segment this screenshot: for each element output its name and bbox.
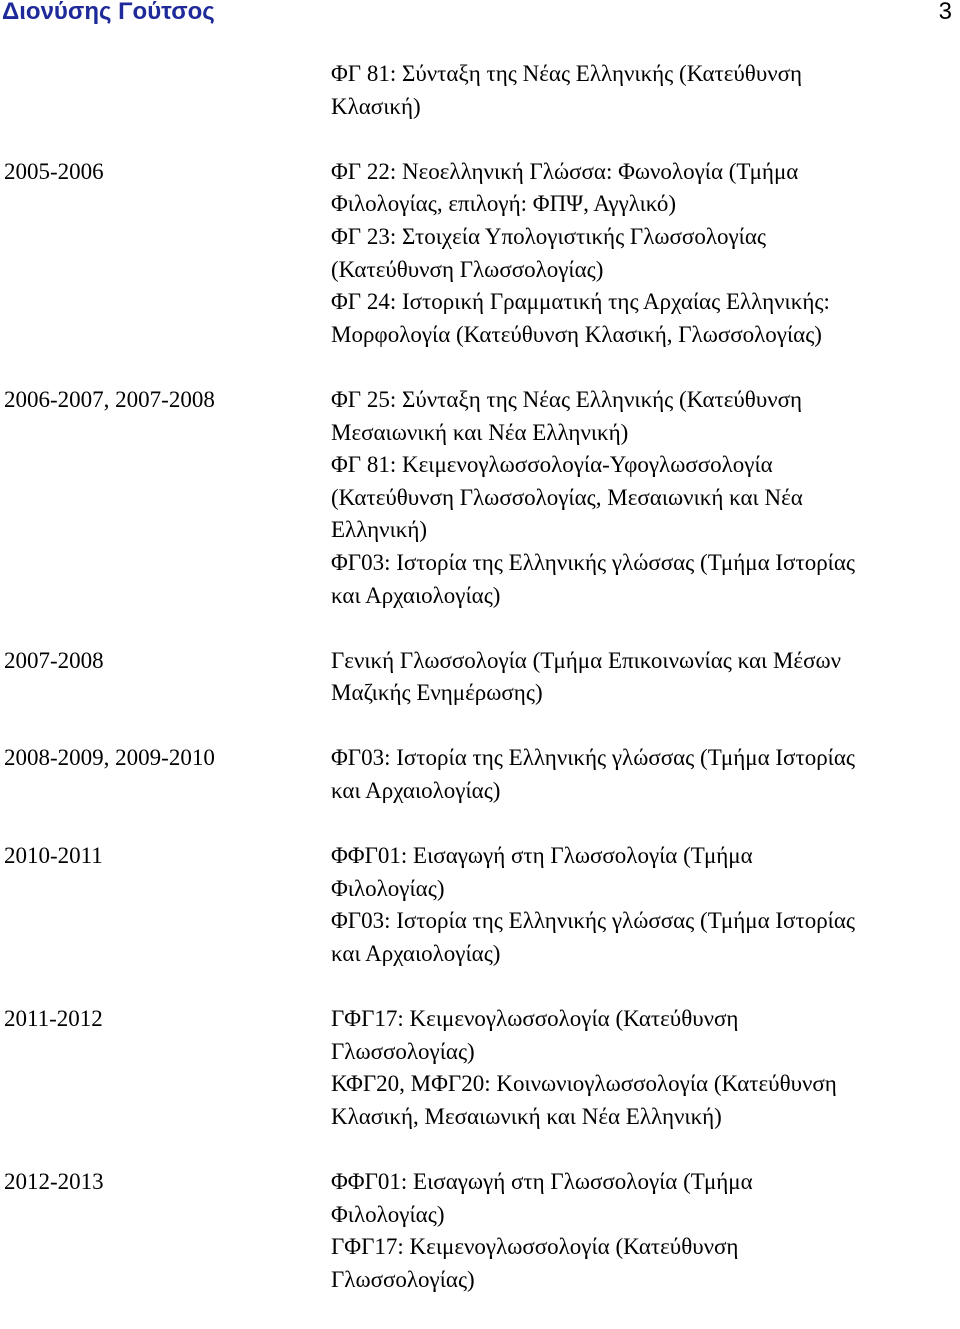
course-line: Γενική Γλωσσολογία (Τμήμα Επικοινωνίας και Μέσων	[331, 647, 842, 673]
course-line: ΦΓ 24: Ιστορική Γραμματική της Αρχαίας Ελληνικής:	[331, 289, 830, 315]
entry-courses	[331, 645, 960, 710]
course-line: (Κατεύθυνση Γλωσσολογίας)	[331, 256, 604, 282]
course-line: ΦΓ 81: Σύνταξη της Νέας Ελληνικής (Κατεύθυνση	[331, 61, 803, 86]
entry-row	[0, 156, 960, 352]
entry-years: 2005-2006	[4, 158, 104, 184]
course-line: Ελληνική)	[331, 517, 428, 543]
course-line: Μαζικής Ενημέρωσης)	[331, 680, 543, 706]
course-line: ΦΦΓ01: Εισαγωγή στη Γλωσσολογία (Τμήμα	[331, 1169, 753, 1195]
course-line: και Αρχαιολογίας)	[331, 778, 501, 804]
course-line: Φιλολογίας)	[331, 1201, 445, 1227]
entry-courses	[331, 1003, 960, 1133]
course-line: ΦΓ03: Ιστορία της Ελληνικής γλώσσας (Τμήμα Ιστορίας	[331, 549, 856, 575]
entry-row	[0, 58, 960, 123]
course-line: ΦΓ 25: Σύνταξη της Νέας Ελληνικής (Κατεύθυνση	[331, 386, 803, 412]
entry-courses	[331, 840, 960, 970]
entry-years: 2006-2007, 2007-2008	[4, 386, 215, 412]
header-author: Διονύσης Γούτσος	[2, 0, 215, 25]
course-line: Γλωσσολογίας)	[331, 1266, 475, 1292]
page-header	[0, 0, 960, 26]
page-number: 3	[938, 0, 952, 25]
course-line: Γλωσσολογίας)	[331, 1038, 475, 1064]
course-line: και Αρχαιολογίας)	[331, 941, 501, 967]
entry-row	[0, 742, 960, 807]
course-line: ΓΦΓ17: Κειμενογλωσσολογία (Κατεύθυνση	[331, 1006, 739, 1032]
entry-years: 2007-2008	[4, 647, 104, 673]
course-line: ΦΓ 81: Κειμενογλωσσολογία-Υφογλωσσολογία	[331, 452, 773, 478]
entry-row	[0, 840, 960, 970]
entry-courses	[331, 58, 960, 123]
entry-courses	[331, 156, 960, 352]
entry-row	[0, 384, 960, 612]
course-line: ΚΦΓ20, ΜΦΓ20: Κοινωνιογλωσσολογία (Κατεύθυνση	[331, 1071, 837, 1097]
entry-years: 2012-2013	[4, 1169, 104, 1195]
entry-years: 2011-2012	[4, 1006, 103, 1032]
course-line: ΦΓ 22: Νεοελληνική Γλώσσα: Φωνολογία (Τμήμα	[331, 158, 799, 184]
course-line: Μορφολογία (Κατεύθυνση Κλασική, Γλωσσολογίας)	[331, 321, 822, 347]
course-line: Φιλολογίας)	[331, 875, 445, 901]
entry-row	[0, 1003, 960, 1133]
course-line: (Κατεύθυνση Γλωσσολογίας, Μεσαιωνική και Νέα	[331, 484, 803, 510]
entry-courses	[331, 1166, 960, 1296]
course-line: ΦΓ 23: Στοιχεία Υπολογιστικής Γλωσσολογίας	[331, 223, 766, 249]
course-line: ΦΓ03: Ιστορία της Ελληνικής γλώσσας (Τμήμα Ιστορίας	[331, 908, 856, 934]
course-line: Κλασική)	[331, 93, 421, 119]
entry-row	[0, 645, 960, 710]
entry-courses	[331, 384, 960, 612]
course-line: ΦΦΓ01: Εισαγωγή στη Γλωσσολογία (Τμήμα	[331, 843, 753, 869]
course-line: Μεσαιωνική και Νέα Ελληνική)	[331, 419, 629, 445]
entry-years: 2010-2011	[4, 843, 103, 869]
entry-years	[0, 58, 331, 123]
course-line: Φιλολογίας, επιλογή: ΦΠΨ, Αγγλικό)	[331, 191, 677, 217]
course-line: και Αρχαιολογίας)	[331, 582, 501, 608]
course-line: ΓΦΓ17: Κειμενογλωσσολογία (Κατεύθυνση	[331, 1234, 739, 1260]
entry-years: 2008-2009, 2009-2010	[4, 745, 215, 771]
entry-courses	[331, 742, 960, 807]
entry-row	[0, 1166, 960, 1296]
course-line: Κλασική, Μεσαιωνική και Νέα Ελληνική)	[331, 1104, 722, 1129]
course-line: ΦΓ03: Ιστορία της Ελληνικής γλώσσας (Τμήμα Ιστορίας	[331, 745, 856, 771]
teaching-entries-list	[0, 58, 960, 1329]
